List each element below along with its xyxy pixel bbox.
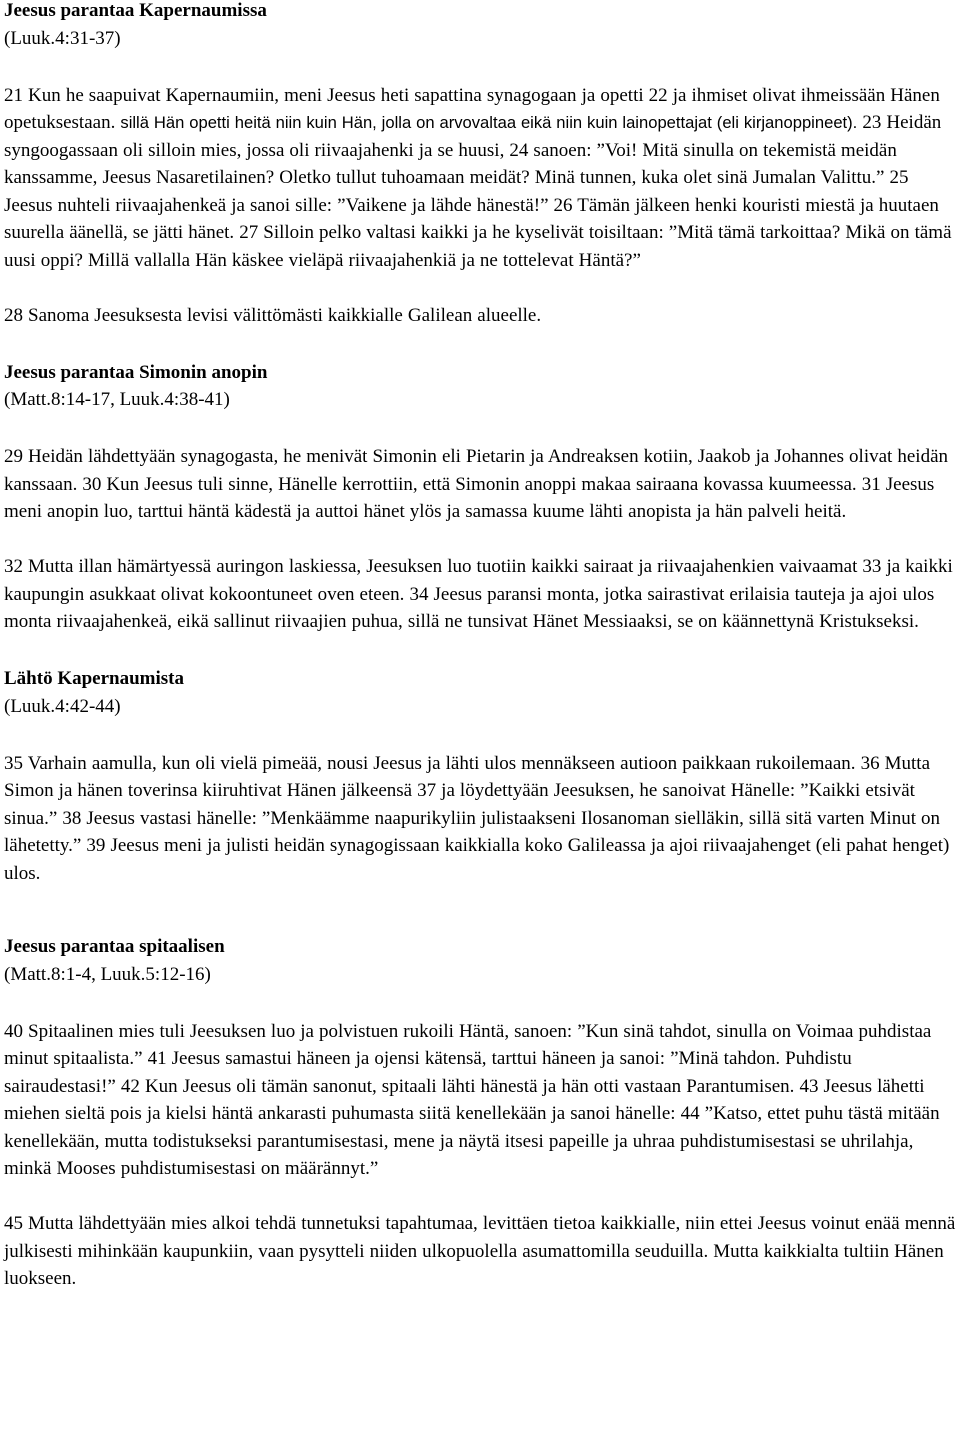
paragraph-spacer [4,720,956,750]
section-title: Lähtö Kapernaumista [4,668,184,689]
paragraph-spacer [4,1183,956,1211]
scripture-reference: (Luuk.4:42-44) [4,695,121,717]
paragraph: 45 Mutta lähdettyään mies alkoi tehdä tunnetuksi tapahtumaa, levittäen tietoa kaikkialle, niin ettei Jeesus voinut enää mennä julkisesti mihinkään kaupunkiin, vaan pysytteli niiden ulkopuolella asumattomilla seuduilla. Mutta kaikkialta tultiin Hänen luokseen. [4,1213,956,1289]
section-title: Jeesus parantaa Simonin anopin [4,361,268,383]
section-simon-mother-in-law [4,359,956,636]
paragraph-spacer [4,52,956,82]
section-spacer [4,329,956,359]
section-title: Jeesus parantaa spitaalisen [4,936,225,957]
paragraph-spacer [4,526,956,554]
paragraph [4,82,956,275]
paragraph-text: 21 Kun he saapuivat Kapernaumiin, meni Jeesus heti sapattina synagogaan ja opetti 22 ja ihmiset olivat ihmeissään Hänen opetuksestaan. [4,84,940,133]
scripture-reference: (Matt.8:14-17, Luuk.4:38-41) [4,389,230,410]
section-kapernaum [4,0,956,329]
section-leper [4,933,956,1293]
section-leaving-kapernaum [4,665,956,887]
paragraph-spacer [4,988,956,1018]
paragraph: 29 Heidän lähdettyään synagogasta, he menivät Simonin eli Pietarin ja Andreaksen kotiin, Jaakob ja Johannes olivat heidän kanssaan. 30 Kun Jeesus tuli sinne, Hänelle kerrottiin, että Simonin anoppi makaa sairaana kovassa kuumeessa. 31 Jeesus meni anopin luo, tarttui häntä kädestä ja auttoi hänet ylös ja samassa kuume lähti anopista ja hän palveli heitä. [4,446,949,522]
paragraph: 32 Mutta illan hämärtyessä auringon laskiessa, Jeesuksen luo tuotiin kaikki sairaat ja riivaajahenkien vaivaamat 33 ja kaikki kaupungin asukkaat olivat kokoontuneet oven eteen. 34 Jeesus paransi monta, jotka sairastivat erilaisia tauteja ja ajoi ulos monta riivaajahenkeä, eikä sallinut riivaajien puhua, sillä ne tunsivat Hänet Messiaaksi, se on käännettynä Kristukseksi. [4,556,953,632]
paragraph: 35 Varhain aamulla, kun oli vielä pimeää, nousi Jeesus ja lähti ulos mennäkseen autioon paikkaan rukoilemaan. 36 Mutta Simon ja hänen toverinsa kiiruhtivat Hänen jälkeensä 37 ja löydettyään Jeesuksen, he sanoivat Hänelle: ”Kaikki etsivät sinua.” 38 Jeesus vastasi hänelle: ”Menkäämme naapurikyliin julistaakseni Ilosanoman sielläkin, sillä sitä varten Minut on lähetetty.” 39 Jeesus meni ja julisti heidän synagogissaan kaikkialla koko Galileassa ja ajoi riivaajahenget (eli pahat henget) ulos. [4,752,950,884]
section-spacer [4,636,956,666]
paragraph-text: 23 Heidän syngoogassaan oli silloin mies, jossa oli riivaajahenki ja se huusi, 24 sanoen: ”Voi! Mitä sinulla on tekemistä meidän kanssamme, Jeesus Nasaretilainen? Oletko tullut tuhoamaan meidät? Minä tunnen, kuka olet sinä Jumalan Valittu.” 25 Jeesus nuhteli riivaajahenkeä ja sanoi sille: ”Vaikene ja lähde hänestä!” 26 Tämän jälkeen henki kouristi miestä ja huutaen suurella äänellä, se jätti hänet. 27 Silloin pelko valtasi kaikki ja he kyselivät toisiltaan: ”Mitä tämä tarkoittaa? Mikä on tämä uusi oppi? Millä vallalla Hän käskee vieläpä riivaajahenkiä ja ne tottelevat Häntä?” [4,112,952,271]
paragraph-text-sans: sillä Hän opetti heitä niin kuin Hän, jolla on arvovaltaa eikä niin kuin lainopettajat (eli kirjanoppineet). [120,113,858,132]
scripture-reference: (Luuk.4:31-37) [4,27,121,49]
section-title: Jeesus parantaa Kapernaumissa [4,0,267,21]
paragraph: 40 Spitaalinen mies tuli Jeesuksen luo ja polvistuen rukoili Häntä, sanoen: ”Kun sinä tahdot, sinulla on Voimaa puhdistaa minut spitaalista.” 41 Jeesus samastui häneen ja ojensi kätensä, tarttui häneen ja sanoi: ”Minä tahdon. Puhdistu sairaudestasi!” 42 Kun Jeesus oli tämän sanonut, spitaali lähti hänestä ja hän otti vastaan Parantumisen. 43 Jeesus lähetti miehen sieltä pois ja kielsi häntä ankarasti puhumasta siitä kenellekään ja sanoi hänelle: 44 ”Katso, ettet puhu tästä mitään kenellekään, mutta todistukseksi parantumisestasi, mene ja näytä itsesi papeille ja uhraa puhdistumisestasi se uhrilahja, minkä Mooses puhdistumisestasi on määrännyt.” [4,1020,940,1179]
document-body [4,0,956,1293]
paragraph-spacer [4,414,956,444]
paragraph-spacer [4,274,956,302]
section-spacer [4,887,956,933]
scripture-reference: (Matt.8:1-4, Luuk.5:12-16) [4,963,211,985]
paragraph: 28 Sanoma Jeesuksesta levisi välittömästi kaikkialle Galilean alueelle. [4,304,542,326]
